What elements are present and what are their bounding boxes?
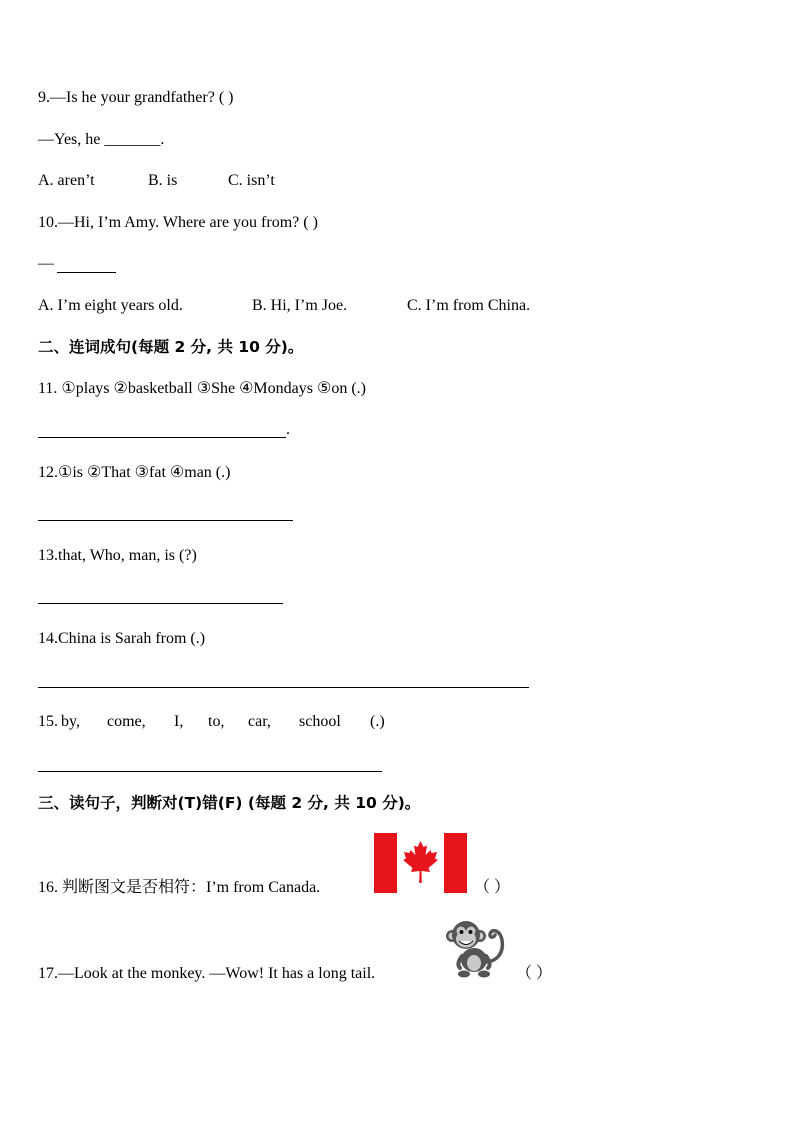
section2-title: 二、连词成句(每题 2 分, 共 10 分)。: [38, 338, 304, 356]
q11-line-end: .: [286, 421, 290, 438]
q10-option-b[interactable]: B. Hi, I’m Joe.: [252, 297, 348, 314]
q10-option-c[interactable]: C. I’m from China.: [407, 297, 531, 314]
q12-text: 12.①is ②That ③fat ④man (.): [38, 464, 231, 481]
q9-options: [38, 171, 275, 191]
q9-answer-line: —Yes, he _______.: [38, 131, 165, 148]
q17-text: 17.—Look at the monkey. —Wow! It has a long tail.: [38, 965, 376, 982]
q9-question: 9.—Is he your grandfather? ( ): [38, 89, 234, 106]
q10-answer-blank[interactable]: [57, 272, 116, 273]
q15-word-3: I,: [174, 713, 184, 730]
q10-option-a[interactable]: A. I’m eight years old.: [38, 297, 183, 314]
canada-flag-icon: [374, 833, 467, 893]
q10-answer-prefix: —: [38, 255, 54, 272]
q9-option-c[interactable]: C. isn’t: [228, 172, 275, 189]
q15-number: 15.: [38, 713, 58, 730]
q11-text: 11. ①plays ②basketball ③She ④Mondays ⑤on (.): [38, 380, 366, 397]
q15-answer-blank[interactable]: [38, 771, 382, 772]
q15-word-2: come,: [107, 713, 146, 730]
q17-answer-paren[interactable]: （ ）: [516, 965, 553, 982]
q9-option-a[interactable]: A. aren’t: [38, 172, 95, 189]
q16-answer-paren[interactable]: （ ）: [474, 879, 511, 896]
q12-answer-blank[interactable]: [38, 520, 293, 521]
section3-title: 三、读句子，判断对(T)错(F) (每题 2 分, 共 10 分)。: [38, 794, 421, 812]
q15-word-4: to,: [208, 713, 225, 730]
q13-text: 13.that, Who, man, is (?): [38, 547, 197, 564]
q15-text: [38, 712, 385, 732]
q13-answer-blank[interactable]: [38, 603, 283, 604]
q15-word-7: (.): [370, 713, 385, 730]
q15-word-1: by,: [61, 713, 80, 730]
monkey-icon: [444, 918, 508, 980]
q14-text: 14.China is Sarah from (.): [38, 630, 206, 647]
q10-options: [38, 296, 531, 316]
q15-word-6: school: [299, 713, 341, 730]
q11-answer-blank[interactable]: [38, 437, 286, 438]
q10-question: 10.—Hi, I’m Amy. Where are you from? ( ): [38, 214, 318, 231]
q9-option-b[interactable]: B. is: [148, 172, 178, 189]
q14-answer-blank[interactable]: [38, 687, 529, 688]
q15-word-5: car,: [248, 713, 271, 730]
q16-text: 16. 判断图文是否相符：I’m from Canada.: [38, 879, 321, 896]
